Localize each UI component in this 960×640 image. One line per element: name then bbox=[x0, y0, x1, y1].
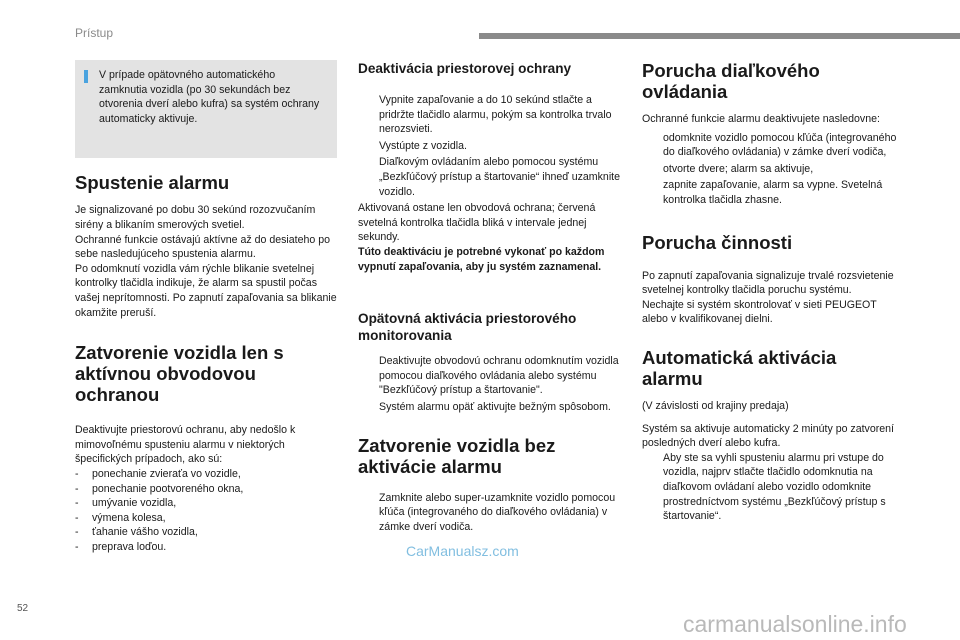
list-item: - ponechanie zvieraťa vo vozidle, bbox=[75, 467, 241, 480]
heading-spustenie-alarmu: Spustenie alarmu bbox=[75, 172, 230, 194]
bold-paragraph: Túto deaktiváciu je potrebné vykonať po každom vypnutí zapaľovania, aby ju systém zaznamenal. bbox=[358, 245, 605, 273]
paragraph: Po zapnutí zapaľovania signalizuje trvalé rozsvietenie svetelnej kontrolky tlačidla poruchu systému. bbox=[642, 269, 894, 297]
column-1 bbox=[75, 60, 337, 554]
list-item: Vypnite zapaľovanie a do 10 sekúnd stlačte a pridržte tlačidlo alarmu, pokým sa kontrolka trvalo nerozsvieti. bbox=[379, 94, 612, 136]
list-item: odomknite vozidlo pomocou kľúča (integrovaného do diaľkového ovládania) v zámke dverí vodiča, bbox=[663, 131, 897, 159]
heading-porucha-dialkoveho: Porucha diaľkového ovládania bbox=[642, 60, 820, 102]
list-item: Aby ste sa vyhli spusteniu alarmu pri vstupe do vozidla, najprv stlačte tlačidlo odomknutia na diaľkovom ovládaní alebo vozidlo odomknite prostredníctvom systému „Bezkľúčový prístup s štartovanie“. bbox=[663, 451, 886, 523]
paragraph: Ochranné funkcie ostávajú aktívne až do desiateho po sebe nasledujúceho spustenia alarmu. bbox=[75, 233, 331, 261]
info-icon bbox=[84, 70, 88, 83]
heading-automaticka-aktivacia: Automatická aktivácia alarmu bbox=[642, 346, 837, 389]
heading-deaktivacia: Deaktivácia priestorovej ochrany bbox=[358, 61, 572, 76]
list-item: - výmena kolesa, bbox=[75, 511, 166, 524]
section-title: Prístup bbox=[75, 26, 114, 40]
page-number: 52 bbox=[17, 603, 29, 614]
list-item: Diaľkovým ovládaním alebo pomocou systému „Bezkľúčový prístup a štartovanie“ ihneď uzamknite vozidlo. bbox=[379, 156, 621, 198]
list-item: otvorte dvere; alarm sa aktivuje, bbox=[663, 162, 814, 175]
list-item: Systém alarmu opäť aktivujte bežným spôsobom. bbox=[379, 400, 611, 413]
list-item: Zamknite alebo super-uzamknite vozidlo pomocou kľúča (integrovaného do diaľkového ovládania) v zámke dverí vodiča. bbox=[379, 491, 616, 533]
list-item: - ťahanie vášho vozidla, bbox=[75, 526, 198, 539]
heading-opatovna-aktivacia: Opätovná aktivácia priestorového monitorovania bbox=[358, 311, 577, 344]
heading-porucha-cinnosti: Porucha činnosti bbox=[642, 231, 793, 253]
paragraph: Ochranné funkcie alarmu deaktivujete nasledovne: bbox=[642, 113, 880, 125]
list-item: Deaktivujte obvodovú ochranu odomknutím vozidla pomocou diaľkového ovládania alebo systému "Bezkľúčový prístup a štartovanie". bbox=[379, 355, 619, 397]
header-bar bbox=[479, 33, 960, 39]
paragraph: Je signalizované po dobu 30 sekúnd rozozvučaním sirény a blikaním smerových svetiel. bbox=[75, 204, 316, 231]
list-item: - ponechanie pootvoreného okna, bbox=[75, 482, 244, 495]
info-note bbox=[75, 60, 337, 158]
list-item: - umývanie vozidla, bbox=[75, 497, 177, 510]
list-item: Vystúpte z vozidla. bbox=[379, 139, 467, 152]
column-2 bbox=[358, 60, 623, 536]
paragraph: (V závislosti od krajiny predaja) bbox=[642, 399, 789, 412]
list-item: - preprava loďou. bbox=[75, 540, 167, 553]
watermark-large: carmanualsonline.info bbox=[683, 611, 907, 637]
info-note-text: V prípade opätovného automatického zamknutia vozidla (po 30 sekundách bez otvorenia dverí alebo kufra) sa systém ochrany automaticky aktivuje. bbox=[99, 69, 320, 125]
watermark-small: CarManualsz.com bbox=[406, 543, 519, 559]
heading-zatvorenie-bez-alarmu: Zatvorenie vozidla bez aktivácie alarmu bbox=[358, 434, 556, 477]
paragraph: Aktivovaná ostane len obvodová ochrana; červená svetelná kontrolka tlačidla bliká v intervale jednej sekundy. bbox=[358, 202, 596, 244]
list-item: zapnite zapaľovanie, alarm sa vypne. Svetelná kontrolka tlačidla zhasne. bbox=[663, 179, 883, 206]
paragraph: Deaktivujte priestorovú ochranu, aby nedošlo k mimovoľnému spusteniu alarmu v niektorých špecifických prípadoch, ako sú: bbox=[75, 424, 296, 466]
paragraph: Po odomknutí vozidla vám rýchle blikanie svetelnej kontrolky tlačidla indikuje, že alarm sa spustil počas vašej neprítomnosti. Po zapnutí zapaľovania sa blikanie okamžite preruší. bbox=[75, 262, 337, 319]
column-3 bbox=[642, 60, 902, 526]
paragraph: Nechajte si systém skontrolovať v sieti PEUGEOT alebo v kvalifikovanej dielni. bbox=[642, 298, 877, 326]
heading-zatvorenie-obvodova: Zatvorenie vozidla len s aktívnou obvodovou ochranou bbox=[75, 342, 284, 406]
paragraph: Systém sa aktivuje automaticky 2 minúty po zatvorení posledných dverí alebo kufra. bbox=[642, 422, 895, 450]
